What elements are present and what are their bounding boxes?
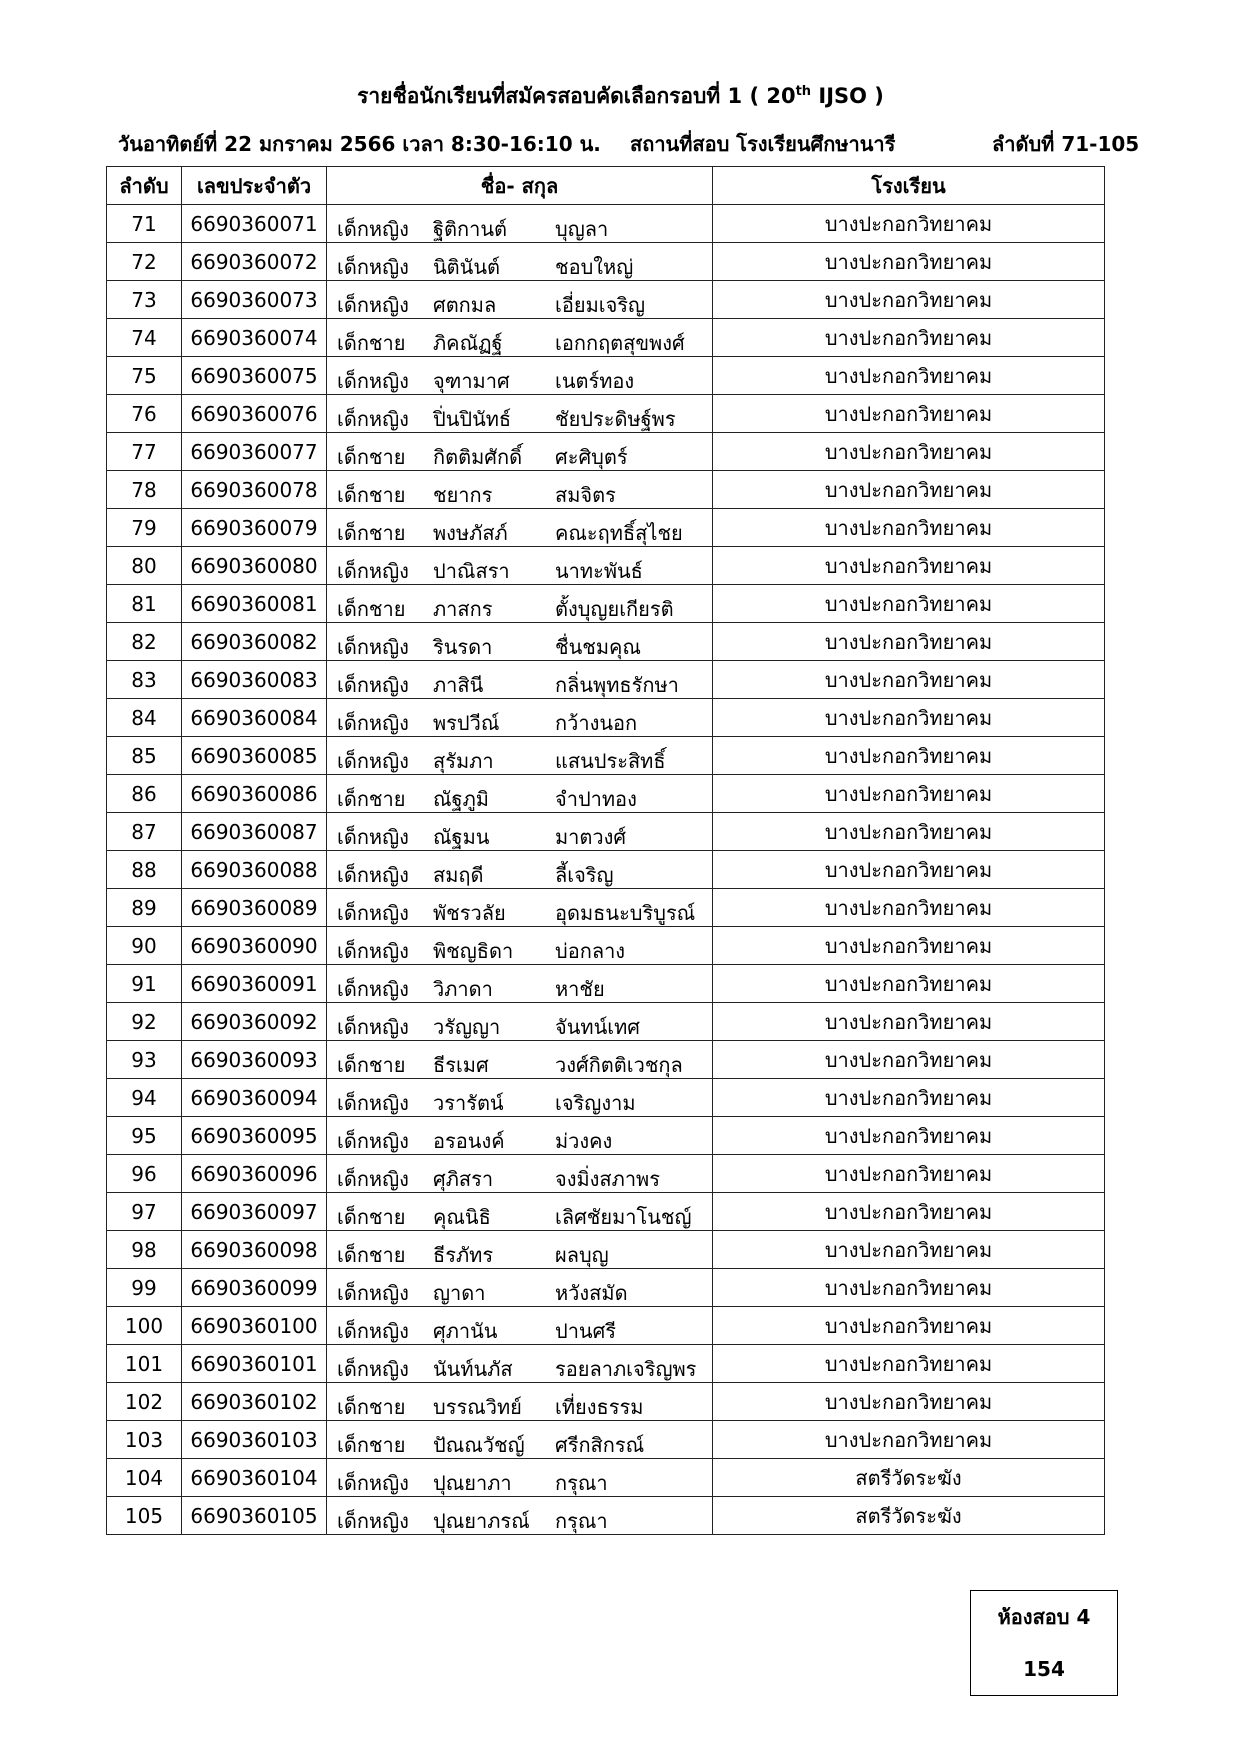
cell-no: 72 [107, 243, 182, 281]
cell-name [327, 357, 713, 395]
cell-no: 105 [107, 1497, 182, 1535]
table-row [107, 395, 1105, 433]
cell-school: บางปะกอกวิทยาคม [713, 1269, 1105, 1307]
last-name: แสนประสิทธิ์ [555, 749, 666, 773]
table-row [107, 281, 1105, 319]
exam-room-box [970, 1590, 1118, 1696]
cell-no: 97 [107, 1193, 182, 1231]
cell-id: 6690360103 [182, 1421, 327, 1459]
name-prefix: เด็กหญิง [337, 977, 409, 1001]
table-row [107, 699, 1105, 737]
table-row [107, 1155, 1105, 1193]
cell-id: 6690360102 [182, 1383, 327, 1421]
cell-id: 6690360105 [182, 1497, 327, 1535]
name-prefix: เด็กหญิง [337, 559, 409, 583]
title-text: รายชื่อนักเรียนที่สมัครสอบคัดเลือกรอบที่ 1 ( 20 [357, 84, 796, 108]
first-name: วรัญญา [433, 1015, 501, 1039]
first-name: ภาสกร [433, 597, 493, 621]
exam-venue: สถานที่สอบ โรงเรียนศึกษานารี [630, 132, 896, 156]
name-prefix: เด็กหญิง [337, 749, 409, 773]
cell-name [327, 1307, 713, 1345]
cell-name [327, 851, 713, 889]
cell-id: 6690360091 [182, 965, 327, 1003]
cell-name [327, 623, 713, 661]
cell-no: 88 [107, 851, 182, 889]
name-prefix: เด็กชาย [337, 1395, 406, 1419]
name-prefix: เด็กหญิง [337, 255, 409, 279]
cell-id: 6690360072 [182, 243, 327, 281]
last-name: ปานศรี [555, 1319, 617, 1343]
first-name: นิตินันต์ [433, 255, 500, 279]
name-prefix: เด็กชาย [337, 787, 406, 811]
name-prefix: เด็กหญิง [337, 217, 409, 241]
cell-school: บางปะกอกวิทยาคม [713, 1231, 1105, 1269]
cell-id: 6690360094 [182, 1079, 327, 1117]
cell-school: บางปะกอกวิทยาคม [713, 1421, 1105, 1459]
first-name: พงษภัสภ์ [433, 521, 508, 545]
cell-school: บางปะกอกวิทยาคม [713, 319, 1105, 357]
name-prefix: เด็กชาย [337, 521, 406, 545]
cell-no: 100 [107, 1307, 182, 1345]
cell-id: 6690360088 [182, 851, 327, 889]
cell-id: 6690360078 [182, 471, 327, 509]
last-name: จำปาทอง [555, 787, 637, 811]
table-row [107, 509, 1105, 547]
name-prefix: เด็กชาย [337, 1243, 406, 1267]
table-row [107, 1117, 1105, 1155]
last-name: เอี่ยมเจริญ [555, 293, 646, 317]
cell-school: สตรีวัดระฆัง [713, 1459, 1105, 1497]
cell-school: บางปะกอกวิทยาคม [713, 433, 1105, 471]
last-name: หวังสมัด [555, 1281, 628, 1305]
first-name: รินรดา [433, 635, 493, 659]
last-name: วงศ์กิตติเวชกุล [555, 1053, 683, 1077]
first-name: ธีรภัทร [433, 1243, 494, 1267]
cell-school: บางปะกอกวิทยาคม [713, 1041, 1105, 1079]
table-body [107, 205, 1105, 1535]
last-name: กรุณา [555, 1471, 608, 1495]
cell-no: 74 [107, 319, 182, 357]
last-name: หาชัย [555, 977, 605, 1001]
first-name: กิตติมศักดิ์ [433, 445, 523, 469]
cell-id: 6690360097 [182, 1193, 327, 1231]
last-name: เนตร์ทอง [555, 369, 635, 393]
first-name: ศุภิสรา [433, 1167, 494, 1191]
last-name: ศรีกสิกรณ์ [555, 1433, 645, 1457]
name-prefix: เด็กชาย [337, 331, 406, 355]
header-school: โรงเรียน [713, 167, 1105, 205]
name-prefix: เด็กหญิง [337, 1471, 409, 1495]
cell-school: บางปะกอกวิทยาคม [713, 1383, 1105, 1421]
table-row [107, 205, 1105, 243]
table-header-row [107, 167, 1105, 205]
exam-info-line [0, 128, 1241, 158]
cell-school: บางปะกอกวิทยาคม [713, 509, 1105, 547]
name-prefix: เด็กหญิง [337, 825, 409, 849]
cell-id: 6690360081 [182, 585, 327, 623]
cell-no: 76 [107, 395, 182, 433]
name-prefix: เด็กหญิง [337, 1281, 409, 1305]
cell-id: 6690360082 [182, 623, 327, 661]
cell-no: 80 [107, 547, 182, 585]
cell-name [327, 1459, 713, 1497]
cell-name [327, 433, 713, 471]
name-prefix: เด็กหญิง [337, 369, 409, 393]
table-row [107, 433, 1105, 471]
cell-school: บางปะกอกวิทยาคม [713, 395, 1105, 433]
table-row [107, 1269, 1105, 1307]
last-name: อุดมธนะบริบูรณ์ [555, 901, 696, 925]
last-name: บ่อกลาง [555, 939, 626, 963]
name-prefix: เด็กหญิง [337, 1319, 409, 1343]
first-name: พัชรวลัย [433, 901, 506, 925]
room-label: ห้องสอบ 4 [997, 1605, 1091, 1629]
name-prefix: เด็กหญิง [337, 1509, 409, 1533]
cell-name [327, 1421, 713, 1459]
cell-school: บางปะกอกวิทยาคม [713, 1003, 1105, 1041]
cell-name [327, 1269, 713, 1307]
name-prefix: เด็กหญิง [337, 293, 409, 317]
cell-no: 77 [107, 433, 182, 471]
cell-no: 81 [107, 585, 182, 623]
cell-school: บางปะกอกวิทยาคม [713, 243, 1105, 281]
cell-school: บางปะกอกวิทยาคม [713, 851, 1105, 889]
first-name: ชยากร [433, 483, 493, 507]
cell-school: บางปะกอกวิทยาคม [713, 1155, 1105, 1193]
table-row [107, 1041, 1105, 1079]
table-row [107, 1307, 1105, 1345]
cell-school: บางปะกอกวิทยาคม [713, 471, 1105, 509]
cell-id: 6690360092 [182, 1003, 327, 1041]
table-row [107, 623, 1105, 661]
last-name: ผลบุญ [555, 1243, 609, 1267]
cell-school: บางปะกอกวิทยาคม [713, 1117, 1105, 1155]
first-name: ศตกมล [433, 293, 497, 317]
table-row [107, 851, 1105, 889]
exam-date: วันอาทิตย์ที่ 22 มกราคม 2566 เวลา 8:30-16:10 น. [118, 132, 601, 156]
name-prefix: เด็กหญิง [337, 711, 409, 735]
cell-name [327, 1117, 713, 1155]
cell-name [327, 775, 713, 813]
cell-no: 94 [107, 1079, 182, 1117]
cell-school: บางปะกอกวิทยาคม [713, 623, 1105, 661]
name-prefix: เด็กชาย [337, 445, 406, 469]
name-prefix: เด็กหญิง [337, 1015, 409, 1039]
last-name: ศะศิบุตร์ [555, 445, 628, 469]
last-name: เที่ยงธรรม [555, 1395, 644, 1419]
cell-no: 99 [107, 1269, 182, 1307]
cell-id: 6690360089 [182, 889, 327, 927]
header-id: เลขประจำตัว [182, 167, 327, 205]
cell-school: บางปะกอกวิทยาคม [713, 1193, 1105, 1231]
cell-no: 84 [107, 699, 182, 737]
cell-school: บางปะกอกวิทยาคม [713, 813, 1105, 851]
first-name: ธีรเมศ [433, 1053, 489, 1077]
student-table [106, 166, 1105, 1535]
cell-id: 6690360104 [182, 1459, 327, 1497]
name-prefix: เด็กชาย [337, 597, 406, 621]
last-name: ชื่นชมคุณ [555, 635, 641, 659]
cell-school: บางปะกอกวิทยาคม [713, 927, 1105, 965]
first-name: บรรณวิทย์ [433, 1395, 522, 1419]
last-name: คณะฤทธิ์สุไชย [555, 521, 683, 545]
cell-school: สตรีวัดระฆัง [713, 1497, 1105, 1535]
cell-no: 96 [107, 1155, 182, 1193]
table-row [107, 1345, 1105, 1383]
table-row [107, 357, 1105, 395]
cell-school: บางปะกอกวิทยาคม [713, 775, 1105, 813]
table-row [107, 737, 1105, 775]
first-name: ปุณยาภรณ์ [433, 1509, 530, 1533]
cell-no: 98 [107, 1231, 182, 1269]
table-row [107, 585, 1105, 623]
name-prefix: เด็กหญิง [337, 1357, 409, 1381]
name-prefix: เด็กหญิง [337, 1167, 409, 1191]
cell-name [327, 1345, 713, 1383]
cell-no: 87 [107, 813, 182, 851]
name-prefix: เด็กหญิง [337, 1129, 409, 1153]
last-name: ชอบใหญ่ [555, 255, 634, 279]
cell-no: 73 [107, 281, 182, 319]
cell-id: 6690360074 [182, 319, 327, 357]
table-row [107, 547, 1105, 585]
cell-name [327, 319, 713, 357]
cell-no: 79 [107, 509, 182, 547]
name-prefix: เด็กหญิง [337, 939, 409, 963]
table-row [107, 661, 1105, 699]
cell-school: บางปะกอกวิทยาคม [713, 889, 1105, 927]
cell-name [327, 661, 713, 699]
cell-id: 6690360098 [182, 1231, 327, 1269]
cell-no: 71 [107, 205, 182, 243]
last-name: ชัยประดิษฐ์พร [555, 407, 676, 431]
cell-school: บางปะกอกวิทยาคม [713, 205, 1105, 243]
cell-no: 91 [107, 965, 182, 1003]
first-name: ญาดา [433, 1281, 486, 1305]
first-name: ปิ่นปินัทธ์ [433, 407, 512, 431]
name-prefix: เด็กหญิง [337, 863, 409, 887]
name-prefix: เด็กหญิง [337, 635, 409, 659]
first-name: พรปวีณ์ [433, 711, 500, 735]
cell-no: 95 [107, 1117, 182, 1155]
cell-name [327, 1041, 713, 1079]
first-name: สมฤดี [433, 863, 484, 887]
name-prefix: เด็กหญิง [337, 1091, 409, 1115]
cell-id: 6690360077 [182, 433, 327, 471]
cell-id: 6690360086 [182, 775, 327, 813]
header-no: ลำดับ [107, 167, 182, 205]
cell-school: บางปะกอกวิทยาคม [713, 1307, 1105, 1345]
cell-name [327, 205, 713, 243]
last-name: รอยลาภเจริญพร [555, 1357, 697, 1381]
table-row [107, 889, 1105, 927]
cell-no: 75 [107, 357, 182, 395]
first-name: วรารัตน์ [433, 1091, 504, 1115]
cell-name [327, 281, 713, 319]
cell-school: บางปะกอกวิทยาคม [713, 357, 1105, 395]
cell-no: 90 [107, 927, 182, 965]
table-row [107, 471, 1105, 509]
cell-id: 6690360080 [182, 547, 327, 585]
cell-name [327, 813, 713, 851]
last-name: กรุณา [555, 1509, 608, 1533]
cell-no: 89 [107, 889, 182, 927]
table-row [107, 1421, 1105, 1459]
first-name: ศุภานัน [433, 1319, 498, 1343]
cell-id: 6690360071 [182, 205, 327, 243]
cell-school: บางปะกอกวิทยาคม [713, 281, 1105, 319]
last-name: มาตวงศ์ [555, 825, 627, 849]
cell-school: บางปะกอกวิทยาคม [713, 661, 1105, 699]
last-name: ลี้เจริญ [555, 863, 614, 887]
first-name: นันท์นภัส [433, 1357, 513, 1381]
cell-no: 102 [107, 1383, 182, 1421]
cell-school: บางปะกอกวิทยาคม [713, 547, 1105, 585]
cell-name [327, 737, 713, 775]
cell-name [327, 1003, 713, 1041]
cell-no: 83 [107, 661, 182, 699]
cell-name [327, 965, 713, 1003]
first-name: อรอนงค์ [433, 1129, 505, 1153]
cell-school: บางปะกอกวิทยาคม [713, 1079, 1105, 1117]
first-name: ปุณยาภา [433, 1471, 512, 1495]
first-name: จุฑามาศ [433, 369, 510, 393]
last-name: กว้างนอก [555, 711, 638, 735]
cell-id: 6690360083 [182, 661, 327, 699]
last-name: บุญลา [555, 217, 609, 241]
cell-name [327, 699, 713, 737]
first-name: ฐิติกานต์ [433, 217, 508, 241]
cell-no: 85 [107, 737, 182, 775]
table-row [107, 243, 1105, 281]
cell-school: บางปะกอกวิทยาคม [713, 737, 1105, 775]
cell-name [327, 547, 713, 585]
first-name: ภิคณัฏฐ์ [433, 331, 503, 355]
cell-school: บางปะกอกวิทยาคม [713, 1345, 1105, 1383]
table-row [107, 965, 1105, 1003]
title-suffix: IJSO ) [811, 84, 884, 108]
cell-name [327, 1079, 713, 1117]
first-name: ปาณิสรา [433, 559, 510, 583]
name-prefix: เด็กชาย [337, 1205, 406, 1229]
cell-name [327, 243, 713, 281]
name-prefix: เด็กชาย [337, 1433, 406, 1457]
cell-no: 92 [107, 1003, 182, 1041]
last-name: สมจิตร [555, 483, 616, 507]
cell-id: 6690360075 [182, 357, 327, 395]
cell-name [327, 1193, 713, 1231]
cell-no: 82 [107, 623, 182, 661]
cell-id: 6690360095 [182, 1117, 327, 1155]
cell-school: บางปะกอกวิทยาคม [713, 699, 1105, 737]
name-prefix: เด็กหญิง [337, 901, 409, 925]
first-name: ณัฐมน [433, 825, 490, 849]
first-name: คุณนิธิ [433, 1205, 491, 1229]
cell-no: 78 [107, 471, 182, 509]
sequence-range: ลำดับที่ 71-105 [992, 132, 1140, 156]
cell-name [327, 509, 713, 547]
page-number: 154 [1023, 1657, 1065, 1681]
cell-no: 93 [107, 1041, 182, 1079]
table-row [107, 1459, 1105, 1497]
cell-id: 6690360076 [182, 395, 327, 433]
cell-name [327, 395, 713, 433]
cell-id: 6690360087 [182, 813, 327, 851]
cell-no: 86 [107, 775, 182, 813]
last-name: ม่วงคง [555, 1129, 613, 1153]
table-row [107, 775, 1105, 813]
cell-name [327, 927, 713, 965]
first-name: พิชญธิดา [433, 939, 514, 963]
table-row [107, 813, 1105, 851]
name-prefix: เด็กหญิง [337, 673, 409, 697]
table-row [107, 1003, 1105, 1041]
first-name: วิภาดา [433, 977, 493, 1001]
cell-name [327, 471, 713, 509]
first-name: ภาสินี [433, 673, 484, 697]
table-row [107, 1497, 1105, 1535]
name-prefix: เด็กชาย [337, 1053, 406, 1077]
last-name: เอกกฤตสุขพงศ์ [555, 331, 685, 355]
cell-id: 6690360073 [182, 281, 327, 319]
last-name: จันทน์เทศ [555, 1015, 640, 1039]
table-row [107, 1383, 1105, 1421]
last-name: เจริญงาม [555, 1091, 636, 1115]
cell-id: 6690360100 [182, 1307, 327, 1345]
name-prefix: เด็กชาย [337, 483, 406, 507]
cell-id: 6690360101 [182, 1345, 327, 1383]
table-row [107, 927, 1105, 965]
last-name: ตั้งบุญยเกียรติ [555, 597, 674, 621]
cell-school: บางปะกอกวิทยาคม [713, 965, 1105, 1003]
cell-name [327, 889, 713, 927]
name-prefix: เด็กหญิง [337, 407, 409, 431]
cell-id: 6690360085 [182, 737, 327, 775]
header-name: ชื่อ- สกุล [327, 167, 713, 205]
cell-no: 101 [107, 1345, 182, 1383]
first-name: สุรัมภา [433, 749, 494, 773]
cell-id: 6690360079 [182, 509, 327, 547]
cell-name [327, 1383, 713, 1421]
last-name: จงมิ่งสภาพร [555, 1167, 660, 1191]
table-row [107, 1231, 1105, 1269]
first-name: ณัฐภูมิ [433, 787, 489, 811]
last-name: เลิศชัยมาโนชญ์ [555, 1205, 692, 1229]
page-title [0, 80, 1241, 113]
cell-id: 6690360096 [182, 1155, 327, 1193]
cell-id: 6690360084 [182, 699, 327, 737]
last-name: นาทะพันธ์ [555, 559, 643, 583]
first-name: ปัณณวัชญ์ [433, 1433, 525, 1457]
cell-name [327, 1231, 713, 1269]
cell-id: 6690360099 [182, 1269, 327, 1307]
cell-id: 6690360090 [182, 927, 327, 965]
cell-school: บางปะกอกวิทยาคม [713, 585, 1105, 623]
cell-name [327, 1497, 713, 1535]
cell-name [327, 585, 713, 623]
cell-name [327, 1155, 713, 1193]
title-superscript: th [795, 84, 812, 99]
cell-id: 6690360093 [182, 1041, 327, 1079]
cell-no: 103 [107, 1421, 182, 1459]
cell-no: 104 [107, 1459, 182, 1497]
last-name: กลิ่นพุทธรักษา [555, 673, 679, 697]
table-row [107, 319, 1105, 357]
table-row [107, 1193, 1105, 1231]
table-row [107, 1079, 1105, 1117]
